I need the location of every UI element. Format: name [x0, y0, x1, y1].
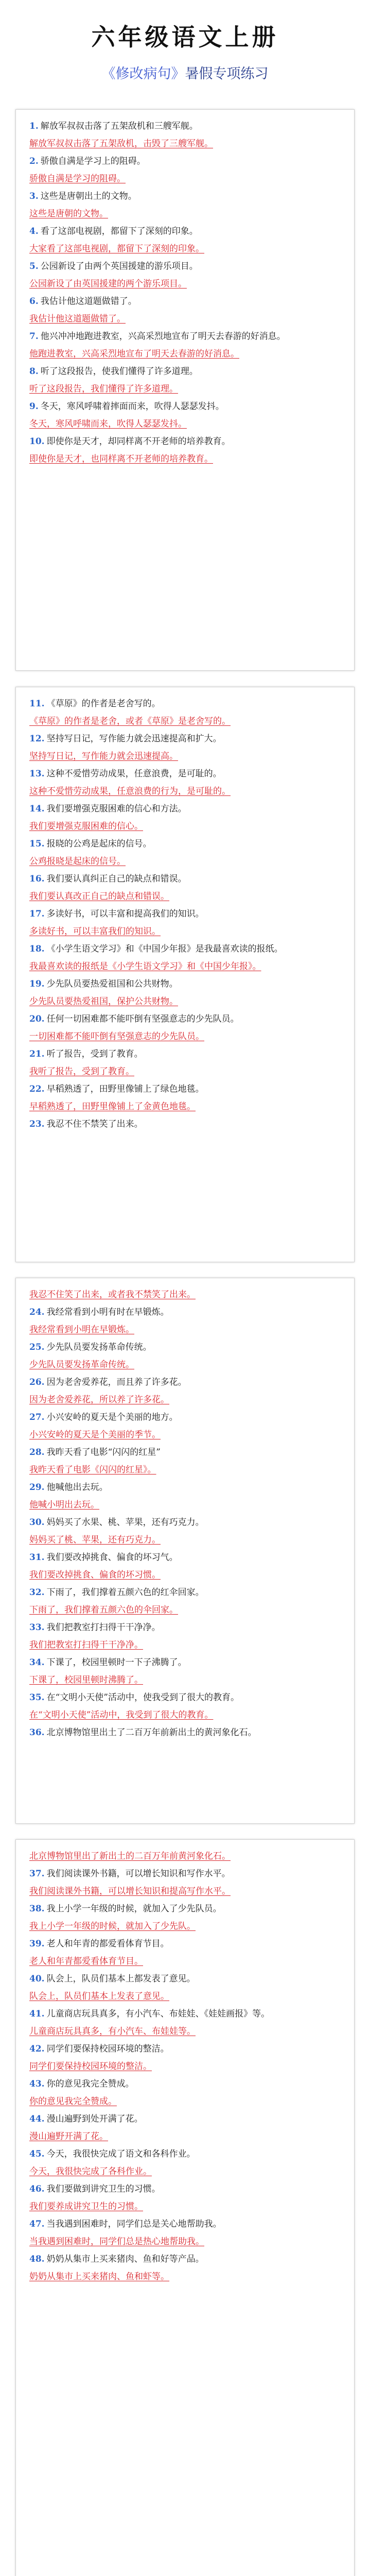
question-number: 3. [29, 191, 39, 201]
question-text: 我们要增强克服困难的信心和方法。 [46, 804, 187, 814]
question-text: 我经常看到小明有时在早锻炼。 [46, 1307, 169, 1317]
question-text: 你的意见我完全赞成。 [46, 2079, 134, 2089]
question-line [29, 769, 344, 779]
answer-line: 一切困难都不能吓倒有坚强意志的少先队员。 [29, 1031, 204, 1042]
answer-line: 当我遇到困难时，同学们总是热心地帮助我。 [29, 2236, 204, 2247]
answer-line: 冬天，寒风呼啸而来，吹得人瑟瑟发抖。 [29, 419, 187, 429]
question-number: 7. [29, 331, 39, 342]
question-number: 12. [29, 734, 45, 744]
answer-line: 我昨天看了电影《闪闪的红星》。 [29, 1465, 156, 1475]
question-line [29, 1692, 344, 1703]
question-line [29, 156, 344, 166]
answer-line: 我忍不住笑了出来，或者我不禁笑了出来。 [29, 1290, 196, 1300]
question-line [29, 1084, 344, 1094]
answer-line: 我们要改掉挑食、偏食的坏习惯。 [29, 1570, 161, 1580]
answer-line: 同学们要保持校园环境的整洁。 [29, 2061, 152, 2072]
question-number: 35. [29, 1692, 45, 1703]
question-number: 18. [29, 944, 45, 954]
answer-line: 我上小学一年级的时候，就加入了少先队。 [29, 1921, 196, 1931]
subtitle-open-quote: 《 [101, 66, 116, 82]
question-number: 11. [29, 699, 45, 709]
question-text: 他喊他出去玩。 [46, 1482, 108, 1493]
answer-line: 在“文明小天使”活动中，我受到了很大的教育。 [29, 1710, 214, 1720]
answer-line: 漫山遍野开满了花。 [29, 2131, 108, 2142]
question-number: 20. [29, 1014, 45, 1024]
subtitle-main: 修改病句 [115, 66, 171, 82]
question-line [29, 331, 344, 342]
answer-line: 我们要认真改正自己的缺点和错误。 [29, 891, 169, 902]
question-line [29, 979, 344, 989]
question-line [29, 804, 344, 814]
exercise-card-4 [15, 1839, 355, 2576]
question-text: 冬天，寒风呼啸着摔面而来，吹得人瑟瑟发抖。 [40, 401, 224, 412]
answer-line: 儿童商店玩具真多，有小汽车、布娃娃等。 [29, 2026, 196, 2037]
question-text: 老人和年青的都爱看体育节目。 [46, 1939, 169, 1949]
question-text: 少先队员要发扬革命传统。 [46, 1342, 152, 1352]
answer-line: 我们把教室打扫得干干净净。 [29, 1640, 143, 1650]
question-number: 34. [29, 1657, 45, 1668]
question-number: 13. [29, 769, 45, 779]
question-line [29, 191, 344, 201]
answer-line: 奶奶从集市上买来猪肉、鱼和虾等。 [29, 2272, 169, 2282]
question-text: 下课了，校园里顿时一下子沸腾了。 [46, 1657, 187, 1668]
question-number: 19. [29, 979, 45, 989]
answer-line: 公鸡报晓是起床的信号。 [29, 856, 126, 867]
question-text: 小兴安岭的夏天是个美丽的地方。 [46, 1412, 178, 1422]
question-text: 下雨了，我们撑着五颜六色的红伞回家。 [46, 1587, 204, 1598]
answer-line: 下课了，校园里顿时沸腾了。 [29, 1675, 143, 1685]
question-line [29, 734, 344, 744]
question-line [29, 2254, 344, 2264]
question-line [29, 296, 344, 307]
question-line [29, 1517, 344, 1528]
question-number: 39. [29, 1939, 45, 1949]
answer-line: 《草原》的作者是老舍，或者《草原》是老舍写的。 [29, 716, 231, 726]
question-text: 儿童商店玩具真多，有小汽车、布娃娃、《娃娃画报》等。 [46, 2009, 270, 2019]
answer-line: 坚持写日记，写作能力就会迅速提高。 [29, 751, 178, 761]
question-number: 30. [29, 1517, 45, 1528]
question-text: 在“文明小天使”活动中，使我受到了很大的教育。 [46, 1692, 239, 1703]
question-line [29, 1447, 344, 1458]
question-number: 45. [29, 2149, 45, 2159]
question-line [29, 1014, 344, 1024]
exercise-card-1 [15, 109, 355, 671]
question-line [29, 1552, 344, 1563]
question-line [29, 2184, 344, 2194]
question-text: 看了这部电视剧，都留下了深刻的印象。 [40, 226, 198, 236]
question-text: 坚持写日记，写作能力就会迅速提高和扩大。 [46, 734, 222, 744]
answer-line: 我们要增强克服困难的信心。 [29, 821, 143, 832]
question-text: 漫山遍野到处开满了花。 [46, 2114, 143, 2124]
question-text: 多读好书，可以丰富和提高我们的知识。 [46, 909, 204, 919]
question-line [29, 2044, 344, 2054]
question-number: 24. [29, 1307, 45, 1317]
question-number: 40. [29, 1974, 45, 1984]
question-text: 我们把教室打扫得干干净净。 [46, 1622, 161, 1633]
exercise-card-2 [15, 687, 355, 1262]
question-line [29, 2149, 344, 2159]
question-text: 这些是唐朝出土的文物。 [40, 191, 137, 201]
question-number: 17. [29, 909, 45, 919]
question-text: 我们阅读课外书籍，可以增长知识和写作水平。 [46, 1869, 231, 1879]
answer-line: 多读好书，可以丰富我们的知识。 [29, 926, 161, 937]
question-text: 少先队员要热爱祖国和公共财物。 [46, 979, 178, 989]
question-number: 48. [29, 2254, 45, 2264]
header [0, 0, 370, 108]
question-line [29, 1622, 344, 1633]
question-number: 28. [29, 1447, 45, 1458]
question-number: 33. [29, 1622, 45, 1633]
answer-line: 北京博物馆里出了新出土的二百万年前黄河象化石。 [29, 1851, 231, 1861]
question-text: 队会上，队员们基本上都发表了意见。 [46, 1974, 196, 1984]
question-line [29, 1974, 344, 1984]
question-line [29, 2219, 344, 2229]
question-number: 37. [29, 1869, 45, 1879]
answer-line: 我们阅读课外书籍，可以增长知识和提高写作水平。 [29, 1886, 231, 1896]
question-line [29, 1904, 344, 1914]
answer-line: 早稻熟透了，田野里像铺上了金黄色地毯。 [29, 1101, 196, 1112]
question-number: 43. [29, 2079, 45, 2089]
question-text: 任何一切困难都不能吓倒有坚强意志的少先队员。 [46, 1014, 239, 1024]
answer-line: 他跑进教室，兴高采烈地宣布了明天去春游的好消息。 [29, 349, 239, 359]
question-number: 21. [29, 1049, 45, 1059]
question-text: 我上小学一年级的时候，就加入了少先队员。 [46, 1904, 222, 1914]
answer-line: 妈妈买了桃、苹果，还有巧克力。 [29, 1535, 161, 1545]
question-text: 即使你是天才，却同样离不开老师的培养教育。 [46, 436, 231, 447]
question-number: 25. [29, 1342, 45, 1352]
question-number: 4. [29, 226, 39, 236]
answer-line: 小兴安岭的夏天是个美丽的季节。 [29, 1430, 161, 1440]
answer-line: 下雨了，我们撑着五颜六色的伞回家。 [29, 1605, 178, 1615]
answer-line: 我经常看到小明在早锻炼。 [29, 1325, 134, 1335]
question-line [29, 1119, 344, 1129]
question-text: 公园新设了由两个英国援建的游乐项目。 [40, 261, 198, 272]
question-text: 奶奶从集市上买来猪肉、鱼和好等产品。 [46, 2254, 204, 2264]
question-text: 报晓的公鸡是起床的信号。 [46, 839, 152, 849]
question-text: 早稻熟透了，田野里像铺上了绿色地毯。 [46, 1084, 204, 1094]
question-line [29, 226, 344, 236]
question-text: 听了这段报告，使我们懂得了许多道理。 [40, 366, 198, 377]
question-number: 10. [29, 436, 45, 447]
question-line [29, 874, 344, 884]
question-text: 我们要认真纠正自己的缺点和错误。 [46, 874, 187, 884]
question-line [29, 909, 344, 919]
question-number: 42. [29, 2044, 45, 2054]
question-text: 我昨天看了电影“闪闪的红星” [46, 1447, 161, 1458]
question-number: 15. [29, 839, 45, 849]
question-line [29, 1342, 344, 1352]
question-line [29, 1587, 344, 1598]
question-line [29, 121, 344, 131]
question-text: 《小学生语文学习》和《中国少年报》是我最喜欢读的报纸。 [46, 944, 283, 954]
question-number: 5. [29, 261, 39, 272]
question-number: 1. [29, 121, 39, 131]
answer-line: 我估计他这道题做错了。 [29, 314, 126, 324]
question-number: 38. [29, 1904, 45, 1914]
page-subtitle [0, 62, 370, 87]
answer-line: 即使你是天才，也同样离不开老师的培养教育。 [29, 454, 213, 464]
answer-line: 这种不爱惜劳动成果，任意浪费的行为，是可耻的。 [29, 786, 231, 796]
question-number: 36. [29, 1727, 45, 1738]
question-text: 骄傲自满是学习上的阻碍。 [40, 156, 146, 166]
question-line [29, 261, 344, 272]
answer-line: 少先队员要热爱祖国，保护公共财物。 [29, 996, 178, 1007]
question-number: 27. [29, 1412, 45, 1422]
question-text: 同学们要保持校园环境的整洁。 [46, 2044, 169, 2054]
question-line [29, 1482, 344, 1493]
answer-line: 因为老舍爱养花，所以养了许多花。 [29, 1395, 169, 1405]
question-line [29, 1727, 344, 1738]
question-line [29, 1307, 344, 1317]
answer-line: 解放军叔叔击落了五架敌机，击毁了三艘军舰。 [29, 139, 213, 149]
answer-line: 他喊小明出去玩。 [29, 1500, 99, 1510]
question-line [29, 436, 344, 447]
question-line [29, 2114, 344, 2124]
question-number: 44. [29, 2114, 45, 2124]
question-number: 26. [29, 1377, 45, 1387]
page-title: 六年级语文上册 [91, 23, 279, 51]
answer-line: 队会上，队员们基本上发表了意见。 [29, 1991, 169, 2002]
question-text: 解放军叔叔击落了五架敌机和三艘军舰。 [40, 121, 198, 131]
question-text: 当我遇到困难时，同学们总是关心地帮助我。 [46, 2219, 222, 2229]
question-number: 29. [29, 1482, 45, 1493]
question-line [29, 944, 344, 954]
question-line [29, 401, 344, 412]
question-line [29, 1049, 344, 1059]
question-text: 《草原》的作者是老舍写的。 [46, 699, 161, 709]
question-number: 32. [29, 1587, 45, 1598]
answer-line: 我听了报告，受到了教育。 [29, 1066, 134, 1077]
exercise-card-3 [15, 1278, 355, 1824]
question-text: 我们要改掉挑食、偏食的坏习气。 [46, 1552, 178, 1563]
question-number: 31. [29, 1552, 45, 1563]
question-number: 16. [29, 874, 45, 884]
question-text: 这种不爱惜劳动成果，任意浪费，是可耻的。 [46, 769, 222, 779]
answer-line: 大家看了这部电视剧，都留下了深刻的印象。 [29, 244, 204, 254]
question-number: 2. [29, 156, 39, 166]
question-line [29, 839, 344, 849]
question-text: 我们要做到讲究卫生的习惯。 [46, 2184, 161, 2194]
subtitle-close-quote: 》 [171, 66, 185, 82]
question-line [29, 2009, 344, 2019]
question-number: 41. [29, 2009, 45, 2019]
question-number: 46. [29, 2184, 45, 2194]
question-text: 因为老舍爱养花，而且养了许多花。 [46, 1377, 187, 1387]
question-line [29, 366, 344, 377]
question-number: 8. [29, 366, 39, 377]
question-line [29, 1869, 344, 1879]
answer-line: 我们要养成讲究卫生的习惯。 [29, 2201, 143, 2212]
question-text: 我忍不住不禁笑了出来。 [46, 1119, 143, 1129]
question-line [29, 699, 344, 709]
question-text: 今天，我很快完成了语文和各科作业。 [46, 2149, 196, 2159]
answer-line: 少先队员要发扬革命传统。 [29, 1360, 134, 1370]
question-line [29, 1939, 344, 1949]
answer-line: 骄傲自满是学习的阻碍。 [29, 174, 126, 184]
question-number: 6. [29, 296, 39, 307]
answer-line: 你的意见我完全赞成。 [29, 2096, 117, 2107]
question-text: 妈妈买了水果、桃、苹果，还有巧克力。 [46, 1517, 204, 1528]
question-text: 听了报告，受到了教育。 [46, 1049, 143, 1059]
answer-line: 这些是唐朝的文物。 [29, 209, 108, 219]
question-text: 他兴冲冲地跑进教室，兴高采烈地宣布了明天去春游的好消息。 [40, 331, 286, 342]
question-line [29, 1377, 344, 1387]
question-number: 23. [29, 1119, 45, 1129]
subtitle-tail: 暑假专项练习 [185, 66, 269, 82]
question-number: 22. [29, 1084, 45, 1094]
answer-line: 听了这段报告，我们懂得了许多道理。 [29, 384, 178, 394]
question-line [29, 1412, 344, 1422]
answer-line: 老人和年青都爱看体育节目。 [29, 1956, 143, 1967]
answer-line: 今天，我很快完成了各科作业。 [29, 2166, 152, 2177]
question-number: 9. [29, 401, 39, 412]
question-number: 47. [29, 2219, 45, 2229]
answer-line: 公园新设了由英国援建的两个游乐项目。 [29, 279, 187, 289]
answer-line: 我最喜欢读的报纸是《小学生语文学习》和《中国少年报》。 [29, 961, 261, 972]
question-number: 14. [29, 804, 45, 814]
question-line [29, 1657, 344, 1668]
question-text: 北京博物馆里出土了二百万年前新出土的黄河象化石。 [46, 1727, 257, 1738]
question-text: 我估计他这道题做错了。 [40, 296, 137, 307]
question-line [29, 2079, 344, 2089]
